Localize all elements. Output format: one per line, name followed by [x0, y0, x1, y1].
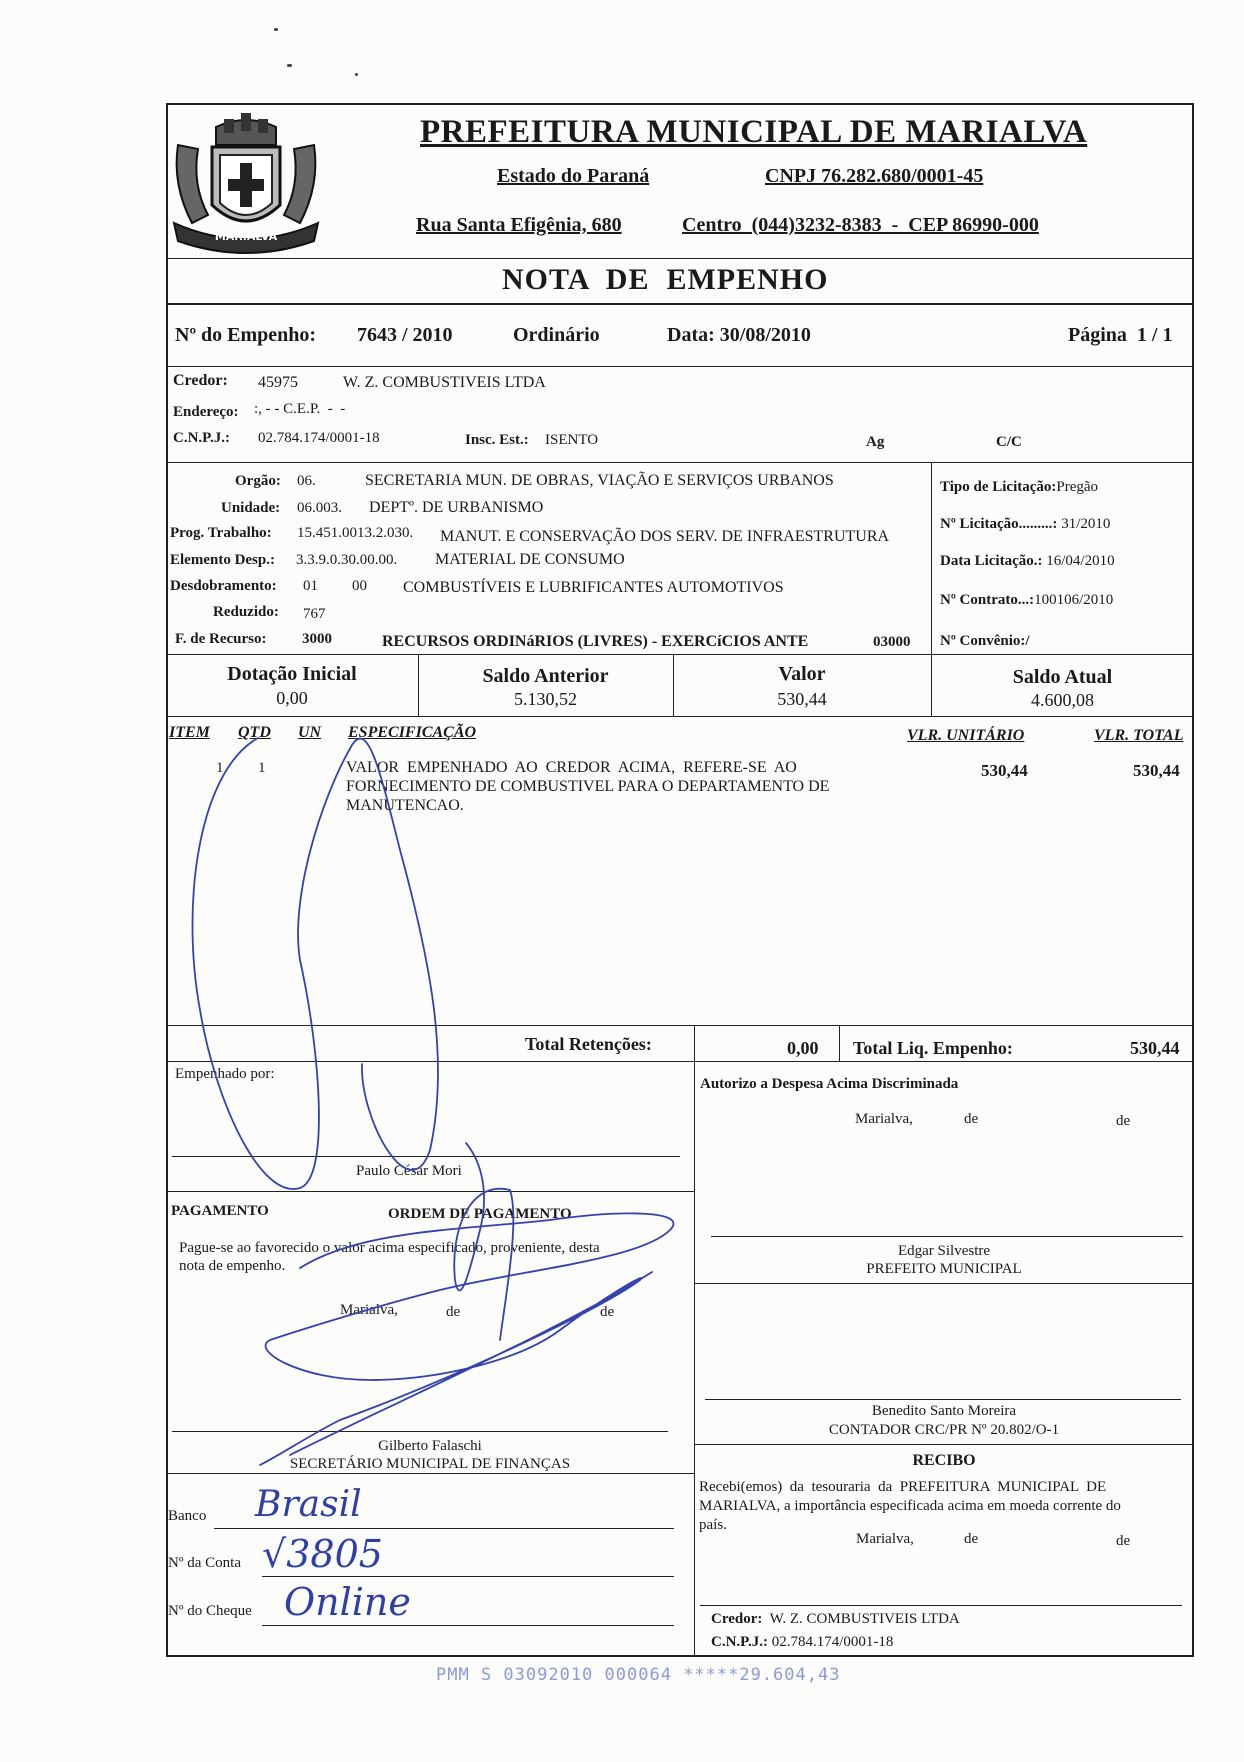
numero-licitacao — [940, 516, 1110, 533]
total-liquido-value: 530,44 — [1130, 1038, 1180, 1058]
recibo-de-2: de — [1116, 1533, 1131, 1549]
empenho-type: Ordinário — [513, 324, 600, 346]
item-number: 1 — [216, 760, 224, 776]
valor-value: 530,44 — [777, 689, 827, 709]
credor-cnpj: 02.784.174/0001-18 — [258, 430, 380, 446]
rule — [694, 1444, 1194, 1445]
empenho-number: 7643 / 2010 — [357, 324, 453, 346]
saldo-anterior-label: Saldo Anterior — [482, 665, 609, 687]
ordem-pagamento-label: ORDEM DE PAGAMENTO — [388, 1206, 572, 1222]
desdobramento-label: Desdobramento: — [170, 578, 277, 594]
tipo-licitacao-label: Tipo de Licitação: — [940, 479, 1057, 495]
recibo-text-3: país. — [699, 1517, 727, 1533]
reduzido-value: 767 — [303, 606, 326, 622]
autorizo-de-2: de — [1116, 1113, 1131, 1129]
saldo-atual-label: Saldo Atual — [1012, 666, 1113, 688]
recibo-credor-value: W. Z. COMBUSTIVEIS LTDA — [769, 1611, 960, 1627]
document-title: NOTA DE EMPENHO — [502, 263, 829, 296]
prog-label: Prog. Trabalho: — [170, 525, 272, 541]
data-licitacao — [940, 553, 1115, 570]
recibo-credor — [711, 1611, 960, 1628]
empenho-date: Data: 30/08/2010 — [667, 324, 811, 346]
rule — [166, 1061, 1194, 1062]
banco-label: Banco — [168, 1508, 207, 1524]
header-title: PREFEITURA MUNICIPAL DE MARIALVA — [420, 114, 1088, 150]
desdobramento-code-1: 01 — [303, 578, 318, 594]
recibo-city: Marialva, — [856, 1531, 914, 1547]
scan-speck — [274, 28, 278, 31]
unidade-value: DEPTº. DE URBANISMO — [369, 499, 544, 516]
fonte-recurso-value: RECURSOS ORDINáRIOS (LIVRES) - EXERCíCIOS ANTE — [382, 633, 809, 650]
credor-label: Credor: — [173, 372, 228, 389]
recibo-text-1: Recebi(emos) da tesouraria da PREFEITURA MUNICIPAL DE — [699, 1479, 1107, 1495]
pagamento-label: PAGAMENTO — [171, 1203, 269, 1219]
tipo-licitacao — [940, 479, 1098, 496]
col-especificacao: ESPECIFICAÇÃO — [348, 724, 477, 741]
empenhado-por-label: Empenhado por: — [175, 1066, 275, 1082]
col-vlr-total: VLR. TOTAL — [1094, 727, 1184, 744]
autorizo-city: Marialva, — [855, 1111, 913, 1127]
contador-name: Benedito Santo Moreira — [871, 1403, 1017, 1419]
total-liquido-label: Total Liq. Empenho: — [853, 1038, 1013, 1058]
insc-value: ISENTO — [545, 432, 599, 448]
pagamento-city: Marialva, — [340, 1302, 398, 1318]
signature-line — [172, 1431, 668, 1432]
rule — [166, 1191, 694, 1192]
rule — [694, 1025, 695, 1657]
desdobramento-code-2: 00 — [352, 578, 367, 594]
unidade-label: Unidade: — [221, 500, 281, 516]
orgao-value: SECRETARIA MUN. DE OBRAS, VIAÇÃO E SERVIÇOS URBANOS — [365, 472, 834, 489]
col-un: UN — [298, 724, 322, 741]
cc-label: C/C — [996, 434, 1022, 450]
credor-name: W. Z. COMBUSTIVEIS LTDA — [343, 374, 546, 391]
rule — [166, 303, 1194, 305]
empenho-label: Nº do Empenho: — [175, 324, 317, 346]
numero-convenio-label: Nº Convênio:/ — [940, 633, 1030, 649]
prefeito-name: Edgar Silvestre — [897, 1243, 991, 1259]
item-spec-line-2: FORNECIMENTO DE COMBUSTIVEL PARA O DEPARTAMENTO DE — [346, 778, 830, 795]
ag-label: Ag — [866, 434, 885, 450]
pagamento-text-2: nota de empenho. — [179, 1258, 286, 1274]
conta-value: √3805 — [262, 1532, 383, 1576]
conta-line — [262, 1576, 674, 1577]
autorizo-label: Autorizo a Despesa Acima Discriminada — [700, 1076, 959, 1092]
item-spec-line-3: MANUTENCAO. — [346, 797, 464, 814]
endereco-value: :, - - C.E.P. - - — [254, 401, 346, 417]
total-retencoes-label: Total Retenções: — [525, 1034, 652, 1054]
bank-stamp: PMM S 03092010 000064 *****29.604,43 — [436, 1665, 841, 1685]
insc-label: Insc. Est.: — [465, 432, 529, 448]
prefeito-role: PREFEITO MUNICIPAL — [866, 1261, 1022, 1277]
signature-line — [705, 1399, 1181, 1400]
recibo-cnpj — [711, 1634, 893, 1651]
total-retencoes-value: 0,00 — [787, 1038, 819, 1058]
pagamento-text-1: Pague-se ao favorecido o valor acima especificado, proveniente, desta — [179, 1240, 600, 1256]
logo-text: MARIALVA — [214, 230, 278, 243]
item-vlr-unitario: 530,44 — [981, 761, 1028, 780]
data-licitacao-label: Data Licitação.: — [940, 553, 1043, 569]
header-address: Rua Santa Efigênia, 680 — [416, 214, 622, 236]
col-vlr-unitario: VLR. UNITÁRIO — [907, 727, 1025, 744]
rule — [166, 1473, 694, 1474]
orgao-label: Orgão: — [235, 473, 281, 489]
numero-contrato — [940, 592, 1113, 609]
rule — [166, 1025, 1194, 1026]
cheque-value: Online — [284, 1580, 411, 1624]
unidade-code: 06.003. — [297, 500, 342, 516]
rule — [839, 1025, 840, 1061]
saldo-anterior-value: 5.130,52 — [514, 689, 577, 709]
scan-speck — [355, 73, 358, 76]
credor-code: 45975 — [258, 374, 298, 391]
numero-licitacao-label: Nº Licitação.........: — [940, 516, 1058, 532]
secretario-role: SECRETÁRIO MUNICIPAL DE FINANÇAS — [289, 1456, 571, 1472]
fonte-recurso-label: F. de Recurso: — [175, 631, 267, 647]
scan-speck — [287, 64, 292, 67]
signature-line — [172, 1156, 680, 1157]
data-licitacao-value: 16/04/2010 — [1046, 553, 1115, 569]
col-item: ITEM — [169, 724, 210, 741]
rule — [166, 366, 1194, 367]
cnpj-label: C.N.P.J.: — [173, 430, 230, 446]
recibo-title: RECIBO — [912, 1452, 976, 1469]
endereco-label: Endereço: — [173, 404, 239, 420]
pagamento-de-2: de — [600, 1304, 615, 1320]
item-spec-line-1: VALOR EMPENHADO AO CREDOR ACIMA, REFERE-SE AO — [346, 759, 797, 776]
reduzido-label: Reduzido: — [213, 604, 279, 620]
autorizo-de-1: de — [964, 1111, 979, 1127]
tipo-licitacao-value: Pregão — [1056, 479, 1099, 495]
rule — [166, 654, 1194, 655]
signature-line — [711, 1236, 1183, 1237]
numero-contrato-value: 100106/2010 — [1034, 592, 1114, 608]
item-vlr-total: 530,44 — [1133, 761, 1180, 780]
cheque-label: Nº do Cheque — [168, 1603, 252, 1619]
elemento-code: 3.3.9.0.30.00.00. — [296, 552, 398, 568]
dotacao-inicial-value: 0,00 — [276, 688, 308, 708]
recibo-credor-label: Credor: — [711, 1611, 763, 1627]
banco-value: Brasil — [255, 1484, 362, 1525]
desdobramento-value: COMBUSTÍVEIS E LUBRIFICANTES AUTOMOTIVOS — [403, 579, 784, 596]
elemento-label: Elemento Desp.: — [170, 552, 275, 568]
contador-role: CONTADOR CRC/PR Nº 20.802/O-1 — [828, 1422, 1060, 1438]
pagamento-de-1: de — [446, 1304, 461, 1320]
recibo-de-1: de — [964, 1531, 979, 1547]
valor-label: Valor — [778, 663, 826, 685]
header-cnpj: CNPJ 76.282.680/0001-45 — [765, 165, 984, 187]
header-state: Estado do Paraná — [497, 165, 650, 187]
signature-line — [700, 1605, 1182, 1606]
empenhado-por-name: Paulo César Mori — [356, 1163, 462, 1179]
fonte-recurso-code-2: 03000 — [873, 634, 911, 650]
page-number: Página 1 / 1 — [1068, 324, 1173, 346]
recibo-text-2: MARIALVA, a importância especificada acima em moeda corrente do — [699, 1498, 1121, 1514]
cheque-line — [262, 1625, 674, 1626]
numero-licitacao-value: 31/2010 — [1061, 516, 1111, 532]
saldo-atual-value: 4.600,08 — [1031, 690, 1094, 710]
item-qtd: 1 — [258, 760, 266, 776]
elemento-value: MATERIAL DE CONSUMO — [435, 551, 625, 568]
conta-label: Nº da Conta — [168, 1555, 241, 1571]
secretario-name: Gilberto Falaschi — [378, 1438, 482, 1454]
rule — [694, 1283, 1194, 1284]
rule — [166, 462, 1194, 463]
rule — [166, 716, 1194, 717]
numero-contrato-label: Nº Contrato...: — [940, 592, 1035, 608]
rule — [166, 258, 1194, 259]
coat-of-arms-logo — [168, 105, 324, 255]
recibo-cnpj-label: C.N.P.J.: — [711, 1634, 768, 1650]
prog-code: 15.451.0013.2.030. — [297, 525, 414, 541]
col-qtd: QTD — [238, 724, 271, 741]
dotacao-inicial-label: Dotação Inicial — [227, 663, 357, 685]
orgao-code: 06. — [297, 473, 316, 489]
banco-line — [214, 1528, 674, 1529]
fonte-recurso-code: 3000 — [302, 631, 332, 647]
prog-value: MANUT. E CONSERVAÇÃO DOS SERV. DE INFRAESTRUTURA — [440, 528, 890, 545]
header-address-2: Centro (044)3232-8383 - CEP 86990-000 — [682, 214, 1039, 236]
recibo-cnpj-value: 02.784.174/0001-18 — [771, 1634, 894, 1650]
